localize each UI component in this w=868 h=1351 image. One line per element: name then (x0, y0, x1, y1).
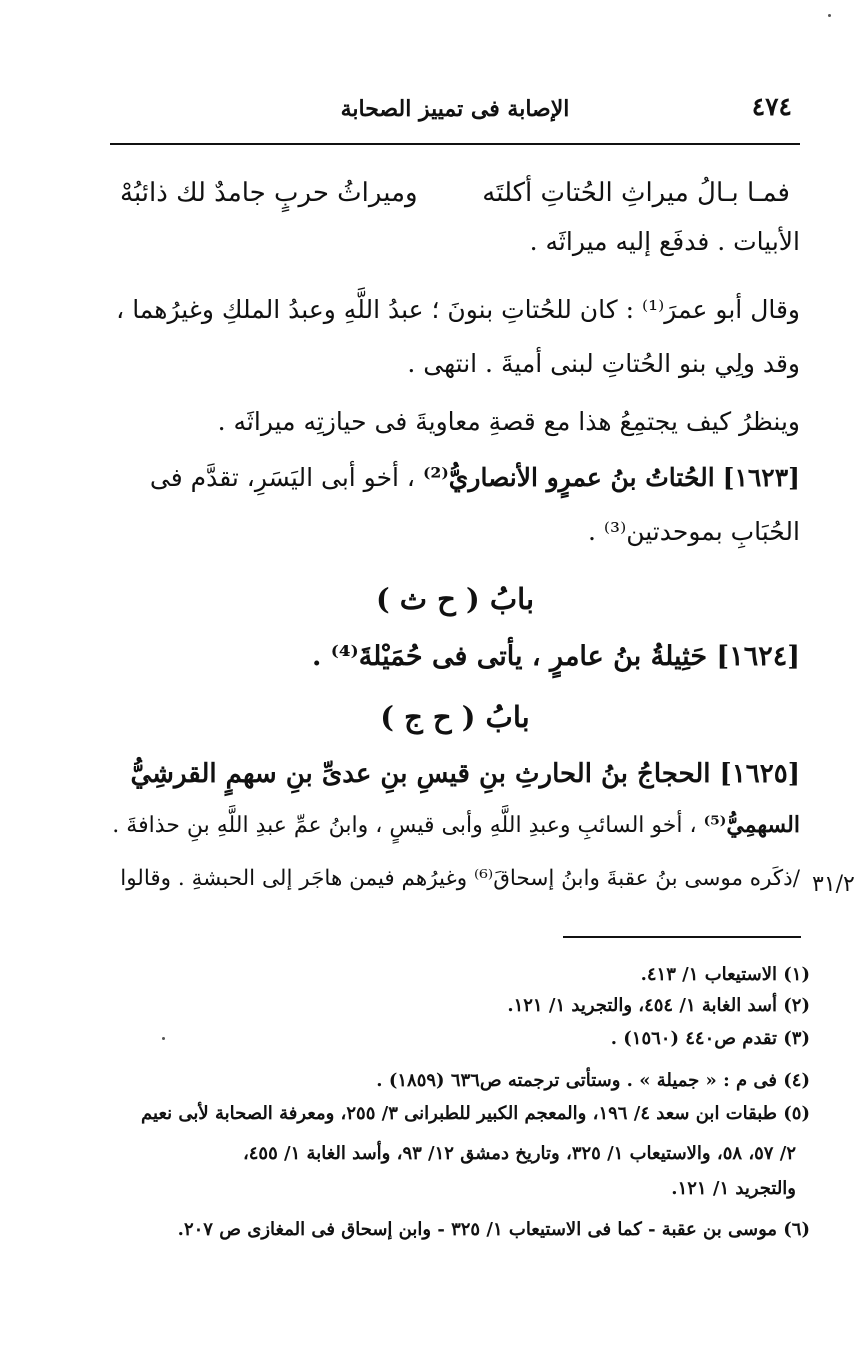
text-line: الحُبَابِ بموحدتين⁽³⁾ . (588, 517, 800, 546)
chapter-heading: بابُ ( ح ج ) (380, 700, 530, 734)
header-rule (110, 143, 800, 145)
margin-reference: ٣١/٢ (812, 872, 855, 897)
scan-speck (162, 1037, 165, 1040)
entry-number: [١٦٢٣] (722, 463, 800, 492)
entry-1625-heading: [١٦٢٥] الحجاجُ بنُ الحارثِ بنِ قيسِ بنِ عدىِّ بنِ سهمٍ القرشِيُّ (130, 759, 800, 789)
footnote-separator (563, 936, 801, 938)
footnote: (٣) تقدم ص٤٤٠ (١٥٦٠) . (610, 1028, 810, 1049)
footnote: (٦) موسى بن عقبة - كما فى الاستيعاب ١/ ٣٢٥ - وابن إسحاق فى المغازى ص ٢٠٧. (177, 1219, 810, 1240)
entry-text: ، أخو أبى اليَسَرِ، تقدَّم فى (149, 463, 415, 492)
text-line: وقد ولِي بنو الحُتاتِ لبنى أميةَ . انتهى . (407, 349, 800, 378)
text-line: /ذكَره موسى بنُ عقبةَ وابنُ إسحاقَ⁽⁶⁾ وغيرُهم فيمن هاجَر إلى الحبشةِ . وقالوا (120, 866, 800, 891)
footnote-continuation: والتجريد ١/ ١٢١. (671, 1178, 796, 1199)
verse-hemistich-first: فمـا بـالُ ميراثِ الحُتاتِ أكلتَه (482, 178, 790, 208)
verse-hemistich-second: وميراثُ حربٍ جامدٌ لك ذائبُهْ (120, 178, 418, 208)
entry-name: الحُتاتُ بنُ عمرٍو الأنصاريُّ⁽²⁾ (422, 463, 715, 492)
chapter-heading: بابُ ( ح ث ) (375, 582, 535, 616)
footnote: (٥) طبقات ابن سعد ٤/ ١٩٦، والمعجم الكبير للطبرانى ٣/ ٢٥٥، ومعرفة الصحابة لأبى نعيم (141, 1103, 810, 1124)
running-title: الإصابة فى تمييز الصحابة (340, 96, 570, 122)
page-header (110, 92, 800, 132)
text-line: الأبيات . فدفَع إليه ميراثَه . (529, 227, 800, 256)
footnote: (٢) أسد الغابة ١/ ٤٥٤، والتجريد ١/ ١٢١. (507, 995, 810, 1016)
entry-text: حَثِيلةُ بنُ عامرٍ ، يأتى فى حُمَيْلةَ⁽⁴⁾ . (311, 641, 708, 672)
entry-1623-line (110, 462, 800, 493)
entry-name: السهمِيُّ⁽⁵⁾ (703, 812, 800, 838)
text-line: وقال أبو عمرَ⁽¹⁾ : كان للحُتاتِ بنونَ ؛ عبدُ اللَّهِ وعبدُ الملكِ وغيرُهما ، (116, 295, 800, 324)
entry-1625-line (110, 812, 800, 840)
footnote-continuation: ٢/ ٥٧، ٥٨، والاستيعاب ١/ ٣٢٥، وتاريخ دمشق ١٢/ ٩٣، وأسد الغابة ١/ ٤٥٥، (242, 1143, 796, 1164)
page-number: ٤٧٤ (751, 92, 792, 121)
scan-speck (828, 14, 831, 17)
entry-text: ، أخو السائبِ وعبدِ اللَّهِ وأبى قيسٍ ، وابنُ عمِّ عبدِ اللَّهِ بنِ حذافةَ . (112, 813, 697, 838)
footnote: (٤) فى م : « جميلة » . وستأتى ترجمته ص٦٣٦ (١٨٥٩) . (376, 1070, 810, 1091)
entry-number: [١٦٢٤] (716, 641, 800, 672)
footnote: (١) الاستيعاب ١/ ٤١٣. (640, 964, 810, 985)
entry-1624-line (110, 640, 800, 674)
text-line: وينظرُ كيف يجتمِعُ هذا مع قصةِ معاويةَ فى حيازتِه ميراثَه . (217, 407, 800, 436)
